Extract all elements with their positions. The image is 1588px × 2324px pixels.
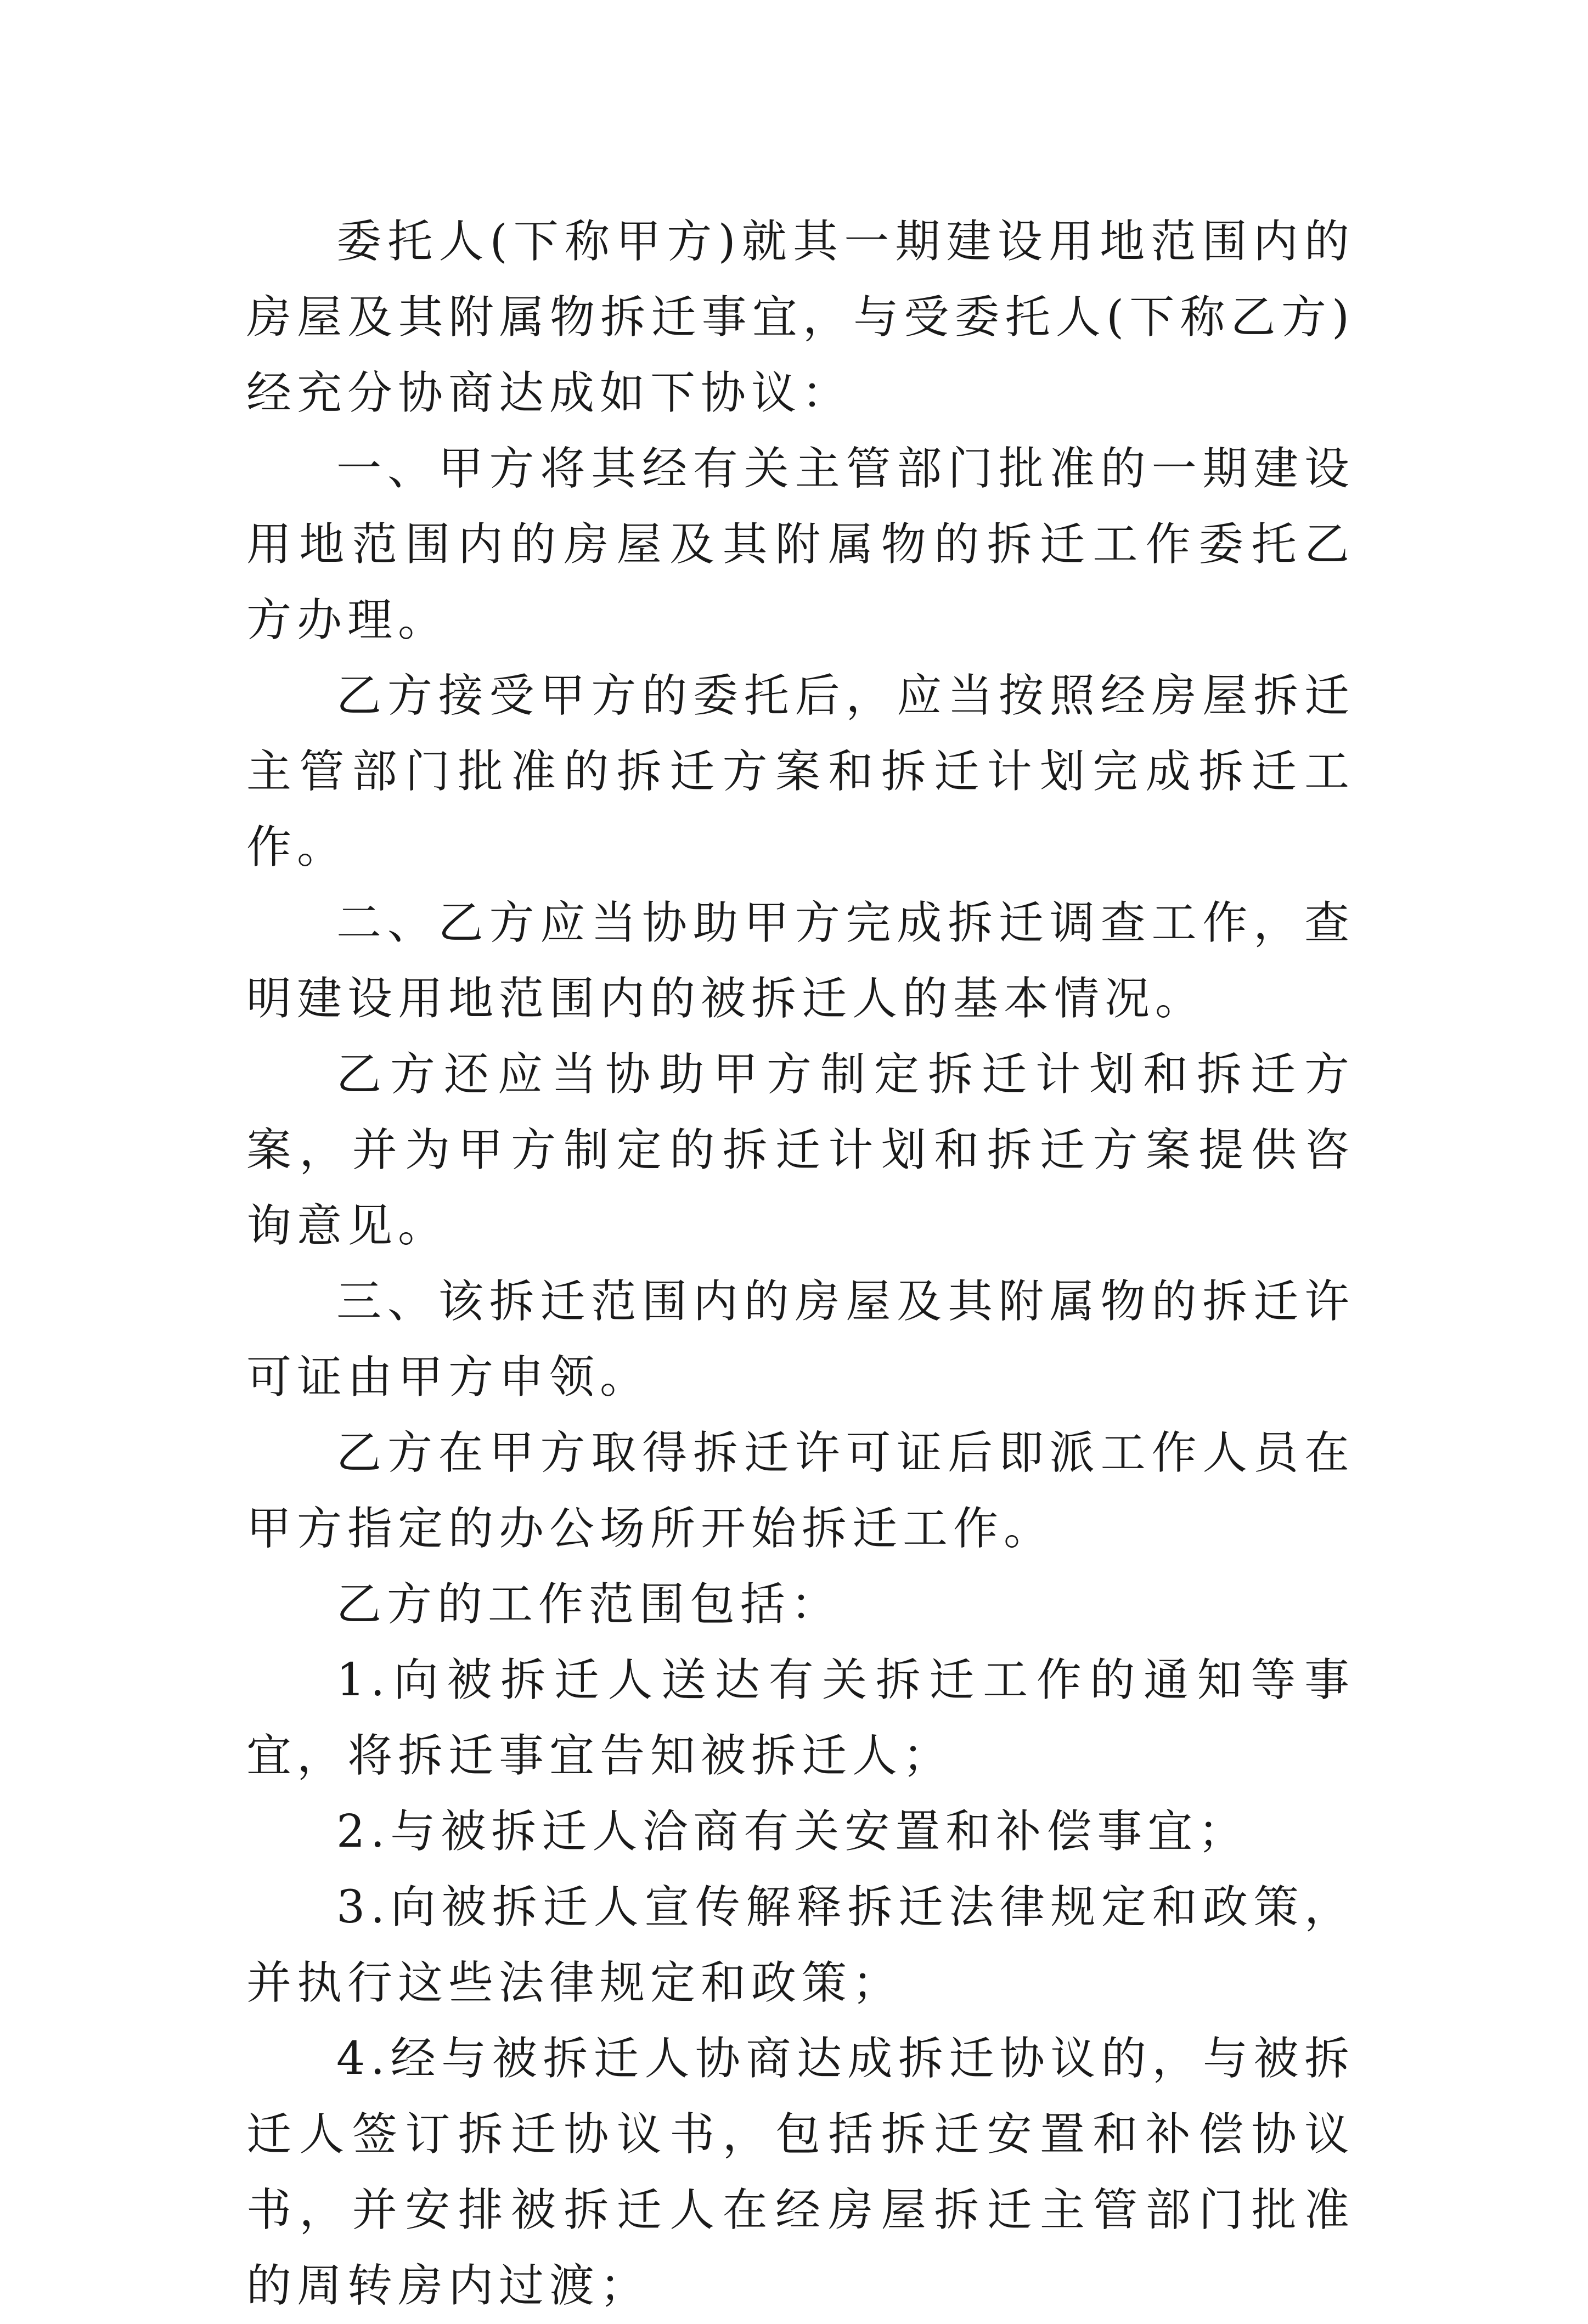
list-item-scope-4: 4.经与被拆迁人协商达成拆迁协议的，与被拆迁人签订拆迁协议书，包括拆迁安置和补偿协议书，并安排被拆迁人在经房屋拆迁主管部门批准的周转房内过渡； [246,2033,1355,2312]
paragraph-clause-3: 三、该拆迁范围内的房屋及其附属物的拆迁许可证由甲方申领。 [246,1276,1355,1403]
paragraph-clause-1-detail: 乙方接受甲方的委托后，应当按照经房屋拆迁主管部门批准的拆迁方案和拆迁计划完成拆迁工作。 [246,670,1355,873]
paragraph-clause-2-detail: 乙方还应当协助甲方制定拆迁计划和拆迁方案，并为甲方制定的拆迁计划和拆迁方案提供咨询意见。 [246,1048,1355,1252]
list-item-scope-3: 3.向被拆迁人宣传解释拆迁法律规定和政策，并执行这些法律规定和政策； [246,1881,1355,2009]
paragraph-scope-heading: 乙方的工作范围包括： [336,1578,842,1631]
paragraph-clause-2: 二、乙方应当协助甲方完成拆迁调查工作，查明建设用地范围内的被拆迁人的基本情况。 [246,897,1355,1025]
document-body [246,204,1355,2324]
paragraph-clause-1: 一、甲方将其经有关主管部门批准的一期建设用地范围内的房屋及其附属物的拆迁工作委托乙方办理。 [246,443,1355,646]
list-item-scope-1: 1.向被拆迁人送达有关拆迁工作的通知等事宜，将拆迁事宜告知被拆迁人； [246,1654,1355,1782]
paragraph-intro: 委托人(下称甲方)就其一期建设用地范围内的房屋及其附属物拆迁事宜，与受委托人(下称乙方)经充分协商达成如下协议： [246,216,1355,419]
paragraph-clause-3-detail: 乙方在甲方取得拆迁许可证后即派工作人员在甲方指定的办公场所开始拆迁工作。 [246,1427,1355,1555]
list-item-scope-2: 2.与被拆迁人洽商有关安置和补偿事宜； [336,1806,1249,1858]
